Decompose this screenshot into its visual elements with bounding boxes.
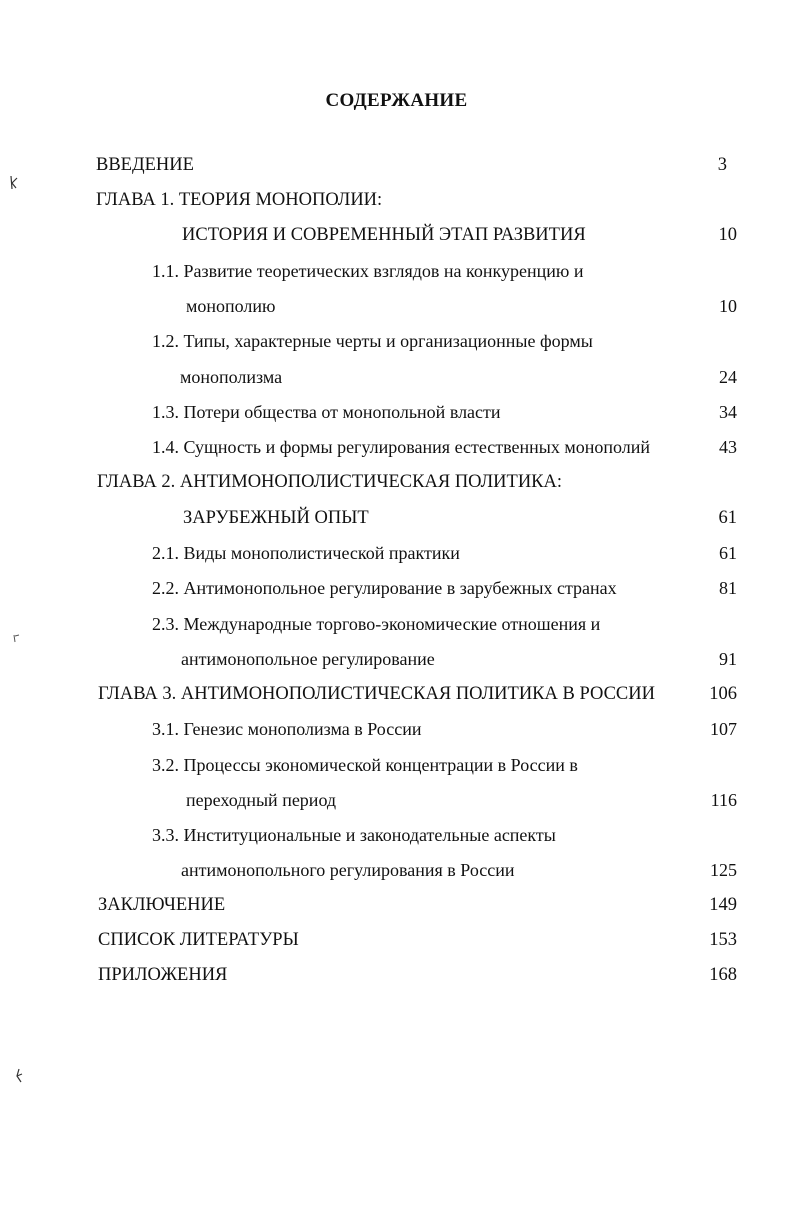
toc-entry-1-4[interactable]	[0, 435, 793, 459]
toc-entry-title: 1.3. Потери общества от монопольной власти	[152, 402, 501, 422]
toc-entry-title: 2.3. Международные торгово-экономические отношения и	[152, 614, 601, 634]
toc-entry-title: ЗАРУБЕЖНЫЙ ОПЫТ	[183, 508, 369, 528]
toc-entry-title: монополию	[186, 296, 276, 316]
toc-entry-1-2-cont[interactable]	[0, 365, 793, 389]
toc-entry-1-2[interactable]	[0, 329, 793, 353]
toc-entry-conclusion[interactable]	[0, 893, 793, 917]
toc-entry-title: 1.4. Сущность и формы регулирования естественных монополий	[152, 437, 651, 457]
toc-entry-title: монополизма	[180, 367, 283, 387]
toc-entry-appendices[interactable]	[0, 963, 793, 987]
toc-entry-title: 1.1. Развитие теоретических взглядов на конкуренцию и	[152, 261, 584, 281]
toc-entry-3-2-cont[interactable]	[0, 788, 793, 812]
toc-entry-page: 125	[710, 860, 737, 880]
toc-entry-chapter-1[interactable]	[0, 188, 793, 212]
toc-entry-2-3-cont[interactable]	[0, 647, 793, 671]
toc-entry-chapter-2-cont[interactable]	[0, 506, 793, 530]
toc-entry-title: 1.2. Типы, характерные черты и организационные формы	[152, 331, 593, 351]
scan-mark-icon	[12, 630, 22, 646]
toc-entry-2-2[interactable]	[0, 576, 793, 600]
toc-entry-page: 3	[717, 155, 727, 175]
toc-entry-page: 153	[709, 930, 737, 950]
toc-entry-3-2[interactable]	[0, 753, 793, 777]
toc-entry-2-1[interactable]	[0, 541, 793, 565]
toc-entry-title: 3.2. Процессы экономической концентрации в России в	[152, 755, 578, 775]
toc-entry-3-1[interactable]	[0, 717, 793, 741]
toc-entry-title: ИСТОРИЯ И СОВРЕМЕННЫЙ ЭТАП РАЗВИТИЯ	[182, 225, 586, 245]
toc-entry-page: 43	[719, 437, 737, 457]
toc-entry-title: 2.1. Виды монополистической практики	[152, 543, 460, 563]
toc-entry-title: 3.3. Институциональные и законодательные аспекты	[152, 825, 556, 845]
toc-entry-page: 10	[718, 225, 737, 245]
toc-entry-title: 2.2. Антимонопольное регулирование в зарубежных странах	[152, 578, 617, 598]
scan-mark-icon	[14, 1068, 24, 1084]
toc-entry-title: ЗАКЛЮЧЕНИЕ	[98, 895, 226, 915]
toc-entry-page: 61	[718, 508, 737, 528]
toc-entry-title: антимонопольное регулирование	[181, 649, 435, 669]
toc-entry-3-3[interactable]	[0, 823, 793, 847]
toc-entry-title: ПРИЛОЖЕНИЯ	[98, 965, 228, 985]
toc-entry-1-1[interactable]	[0, 259, 793, 283]
toc-entry-title: ВВЕДЕНИЕ	[96, 155, 194, 175]
toc-entry-chapter-1-cont[interactable]	[0, 223, 793, 247]
toc-entry-title: СПИСОК ЛИТЕРАТУРЫ	[98, 930, 299, 950]
toc-entry-title: переходный период	[186, 790, 337, 810]
toc-entry-page: 168	[709, 965, 737, 985]
toc-entry-page: 106	[709, 684, 737, 704]
toc-entry-title: антимонопольного регулирования в России	[181, 860, 515, 880]
toc-entry-introduction[interactable]	[0, 153, 793, 177]
toc-entry-page: 116	[710, 790, 737, 810]
toc-entry-page: 10	[719, 296, 737, 316]
toc-entry-page: 91	[719, 649, 737, 669]
toc-entry-title: ГЛАВА 1. ТЕОРИЯ МОНОПОЛИИ:	[96, 190, 383, 210]
toc-entry-page: 149	[709, 895, 737, 915]
toc-entry-title: 3.1. Генезис монополизма в России	[152, 719, 422, 739]
toc-entry-chapter-2[interactable]	[0, 470, 793, 494]
toc-entry-chapter-3[interactable]	[0, 682, 793, 706]
toc-entry-references[interactable]	[0, 928, 793, 952]
toc-entry-title: ГЛАВА 2. АНТИМОНОПОЛИСТИЧЕСКАЯ ПОЛИТИКА:	[97, 472, 563, 492]
toc-entry-page: 34	[719, 402, 737, 422]
scan-mark-icon	[8, 175, 18, 191]
toc-entry-3-3-cont[interactable]	[0, 858, 793, 882]
toc-entry-page: 81	[719, 578, 737, 598]
toc-entry-page: 107	[710, 719, 737, 739]
toc-entry-2-3[interactable]	[0, 612, 793, 636]
toc-entry-1-3[interactable]	[0, 400, 793, 424]
toc-entry-page: 61	[719, 543, 737, 563]
toc-entry-title: ГЛАВА 3. АНТИМОНОПОЛИСТИЧЕСКАЯ ПОЛИТИКА В РОССИИ	[98, 684, 655, 704]
page-title: СОДЕРЖАНИЕ	[325, 90, 468, 111]
toc-entry-1-1-cont[interactable]	[0, 294, 793, 318]
toc-entry-page: 24	[719, 367, 737, 387]
